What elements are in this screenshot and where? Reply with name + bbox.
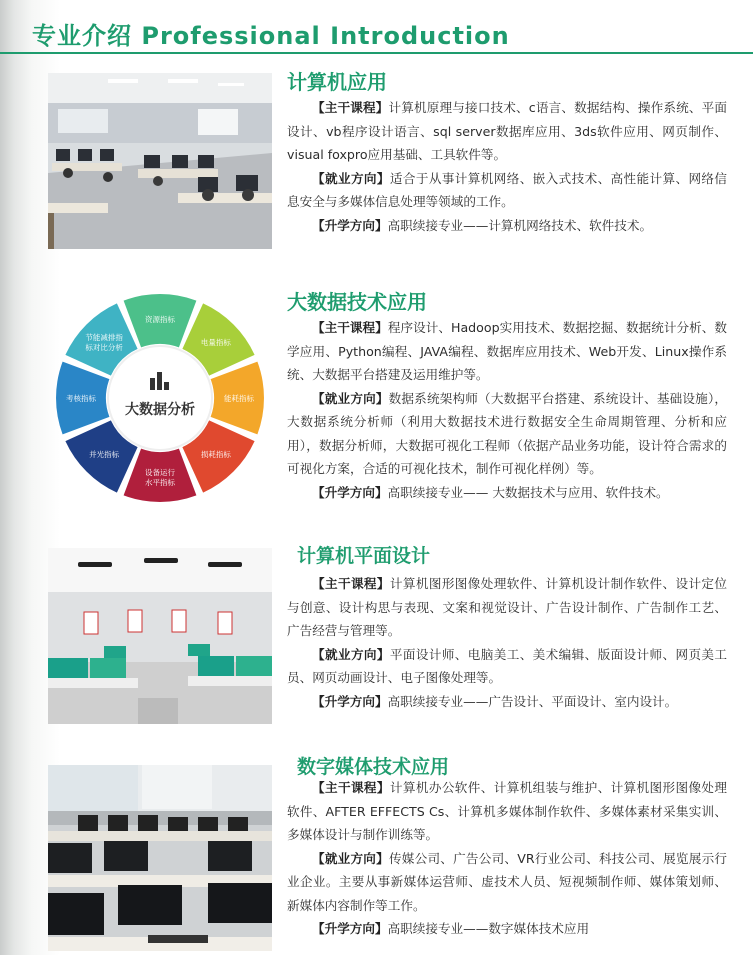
study-paragraph: 【升学方向】高职续接专业—— 大数据技术与应用、软件技术。: [312, 484, 669, 500]
section-title-graphic-design: 计算机平面设计: [297, 545, 431, 567]
course-paragraph: 【主干课程】计算机办公软件、计算机组装与维护、计算机图形图像处理软件、AFTER EFFECTS Cs、计算机多媒体制作软件、多媒体素材采集实训、多媒体设计与制作训练等。: [287, 780, 728, 842]
section-body-big-data: [287, 316, 727, 504]
section-title-big-data: 大数据技术应用: [287, 290, 427, 314]
diagram-center-label: 大数据分析: [125, 402, 195, 418]
ring-segment-label: 电量指标: [200, 338, 231, 348]
career-paragraph: 【就业方向】数据系统架构师（大数据平台搭建、系统设计、基础设施），大数据系统分析师（利用大数据技术进行数据安全生命周期管理、分析和应用），数据分析师，大数据可视化工程师（依据产品业务功能，设计符合需求的可视化方案，合适的可视化技术，制作可视化样例）等。: [287, 390, 728, 476]
section-body-graphic-design: [287, 572, 727, 713]
section-title-computer-application: 计算机应用: [287, 70, 387, 94]
computer-lab-photo: [48, 73, 272, 249]
big-data-ring-diagram: [48, 290, 272, 506]
ring-segment-label: 并光指标: [89, 449, 120, 459]
header-rule: [0, 52, 753, 54]
ring-segment-label: 考核指标: [66, 394, 96, 403]
media-lab-photo: [48, 765, 272, 951]
design-lab-photo: [48, 548, 272, 724]
course-paragraph: 【主干课程】计算机原理与接口技术、c语言、数据结构、操作系统、平面设计、vb程序设计语言、sql server数据库应用、3ds软件应用、网页制作、visual foxpro应用基础、工具软件等。: [287, 100, 727, 162]
study-paragraph: 【升学方向】高职续接专业——计算机网络技术、软件技术。: [312, 217, 653, 233]
ring-segment-label: 能耗指标: [224, 394, 254, 403]
ring-segment-label: 节能减排指标对比分析: [85, 333, 123, 353]
career-paragraph: 【就业方向】适合于从事计算机网络、嵌入式技术、高性能计算、网络信息安全与多媒体信息处理等领域的工作。: [287, 170, 728, 209]
section-title-digital-media: 数字媒体技术应用: [297, 756, 450, 778]
career-paragraph: 【就业方向】平面设计师、电脑美工、美术编辑、版面设计师、网页美工员、网页动画设计、电子图像处理等。: [287, 646, 728, 685]
section-body-computer-application: [287, 96, 727, 237]
page-title: 专业介绍 Professional Introduction: [32, 21, 510, 50]
ring-segment-label: 设备运行水平指标: [145, 468, 175, 487]
page-header: [32, 16, 753, 50]
ring-segment-label: 损耗指标: [200, 449, 231, 459]
section-body-digital-media: [287, 776, 727, 941]
course-paragraph: 【主干课程】程序设计、Hadoop实用技术、数据挖掘、数据统计分析、数学应用、Python编程、JAVA编程、数据库应用技术、Web开发、Linux操作系统、大数据平台搭建及运用维护等。: [287, 320, 727, 382]
study-paragraph: 【升学方向】高职续接专业——广告设计、平面设计、室内设计。: [312, 693, 678, 709]
course-paragraph: 【主干课程】计算机图形图像处理软件、计算机设计制作软件、设计定位与创意、设计构思与表现、文案和视觉设计、广告设计制作、广告制作工艺、广告经营与管理等。: [287, 576, 728, 638]
study-paragraph: 【升学方向】高职续接专业——数字媒体技术应用: [312, 921, 590, 936]
career-paragraph: 【就业方向】传媒公司、广告公司、VR行业公司、科技公司、展览展示行业企业。主要从事新媒体运营师、虚技术人员、短视频制作师、媒体策划师、新媒体内容制作等工作。: [287, 850, 727, 913]
ring-segment-label: 资源指标: [145, 315, 175, 324]
